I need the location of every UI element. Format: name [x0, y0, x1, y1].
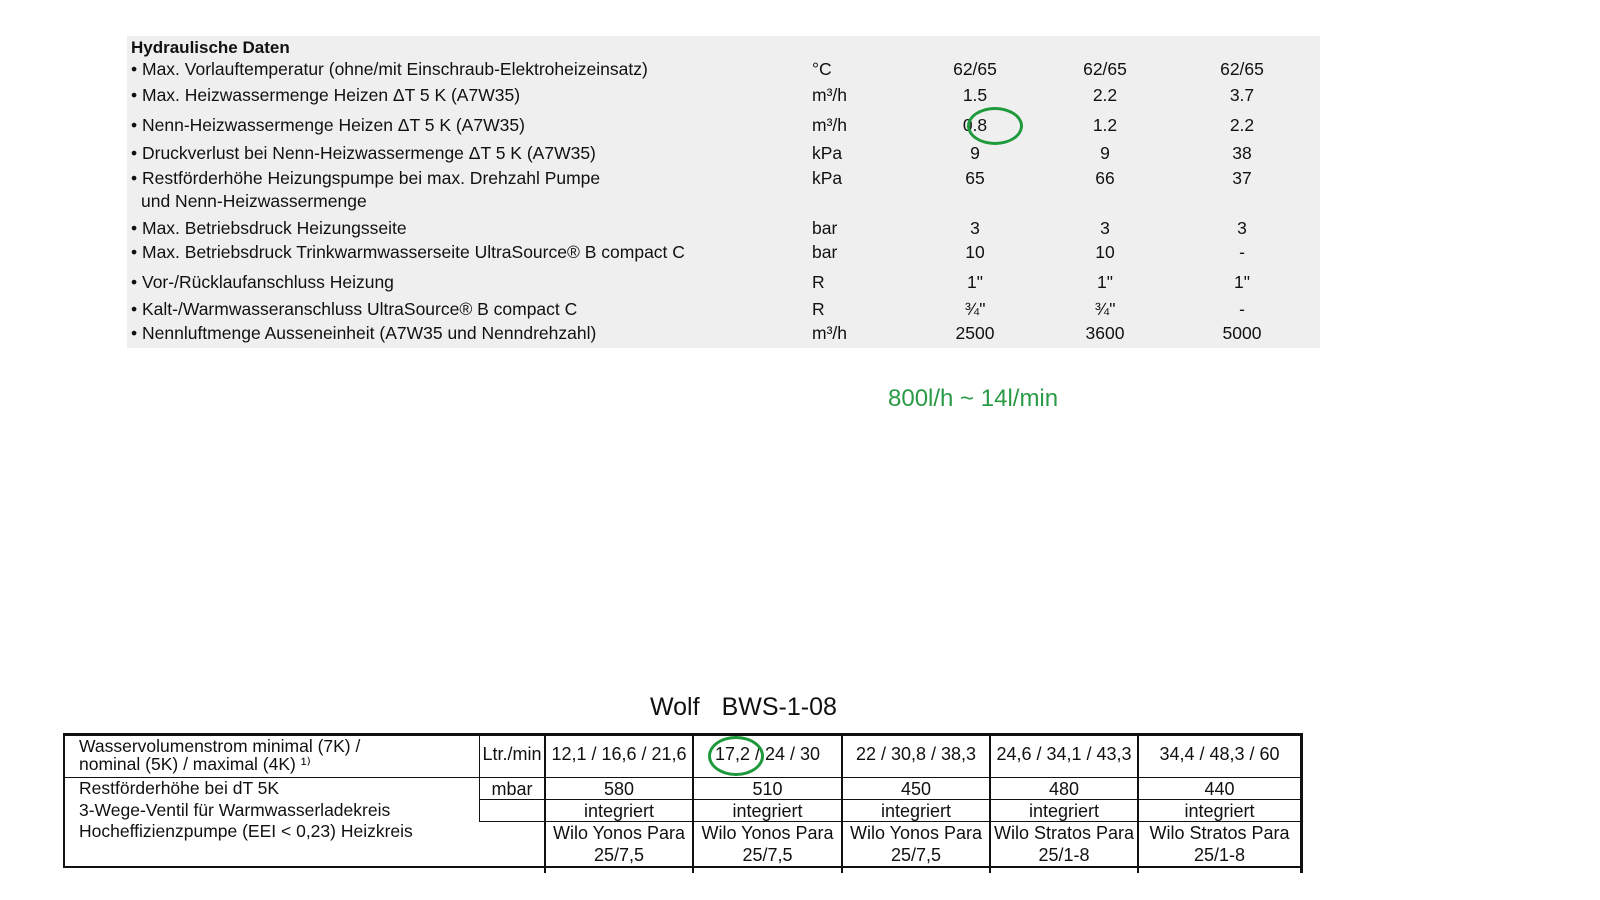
value-cell: 1.5 [962, 85, 988, 105]
value-cell: 1.2 [1092, 115, 1118, 135]
row-label: Hocheffizienzpumpe (EEI < 0,23) Heizkreis [79, 821, 413, 841]
value-cell: integriert [880, 801, 952, 821]
row-label: 3-Wege-Ventil für Warmwasserladekreis [79, 800, 391, 820]
value-cell: 2500 [955, 323, 995, 343]
value-cell: 3 [1237, 218, 1247, 238]
row-unit: bar [812, 218, 838, 238]
row-unit: R [812, 272, 825, 292]
row-label [131, 167, 600, 213]
value-cell: integriert [583, 801, 655, 821]
value-cell: 3 [970, 218, 980, 238]
value-cell: 510 [752, 779, 783, 799]
value-cell: ¾" [1094, 299, 1116, 319]
value-cell: 65 [965, 168, 985, 188]
value-cell: 3.7 [1229, 85, 1255, 105]
value-cell: 25/1-8 [1038, 845, 1090, 865]
row-label: nominal (5K) / maximal (4K) ¹⁾ [79, 754, 311, 774]
value-cell: 1" [1097, 272, 1113, 292]
row-unit: m³/h [812, 85, 847, 105]
row-label-line1: • Restförderhöhe Heizungspumpe bei max. Drehzahl Pumpe [131, 168, 601, 188]
value-cell: 5000 [1222, 323, 1262, 343]
value-cell: 12,1 / 16,6 / 21,6 [551, 744, 687, 764]
value-cell: Wilo Yonos Para [701, 823, 834, 843]
value-cell: 580 [603, 779, 635, 799]
table-border-bottom [63, 866, 1303, 868]
value-cell: 22 / 30,8 / 38,3 [855, 744, 977, 764]
brand-name: Wolf [650, 693, 700, 721]
value-cell: 37 [1232, 168, 1252, 188]
value-cell: 66 [1095, 168, 1115, 188]
divider [63, 733, 65, 866]
highlight-circle-icon [967, 107, 1023, 145]
value-cell: 2.2 [1092, 85, 1118, 105]
row-unit: m³/h [812, 323, 847, 343]
highlight-circle-icon [708, 736, 764, 776]
value-cell: 480 [1048, 779, 1080, 799]
row-label: • Vor-/Rücklaufanschluss Heizung [131, 272, 394, 292]
row-unit: bar [812, 242, 838, 262]
value-cell: 25/7,5 [890, 845, 942, 865]
hydraulic-data-table [127, 36, 1320, 348]
value-cell: ¾" [964, 299, 986, 319]
value-cell: 62/65 [953, 59, 997, 79]
value-cell: Wilo Yonos Para [552, 823, 686, 843]
row-label: • Max. Vorlauftemperatur (ohne/mit Einschraub-Elektroheizeinsatz) [131, 59, 648, 79]
row-unit: °C [812, 59, 832, 79]
row-label: • Kalt-/Warmwasseranschluss UltraSource® B compact C [131, 299, 578, 319]
value-cell: 450 [900, 779, 932, 799]
row-label: Wasservolumenstrom minimal (7K) / [79, 736, 361, 756]
value-cell: 3 [1100, 218, 1110, 238]
value-cell: 10 [1095, 242, 1115, 262]
value-cell: 3600 [1085, 323, 1125, 343]
row-unit: R [812, 299, 825, 319]
value-cell: 24,6 / 34,1 / 43,3 [996, 744, 1132, 764]
table-title: Hydraulische Daten [131, 38, 290, 57]
value-cell: 9 [1100, 143, 1110, 163]
value-cell: 62/65 [1220, 59, 1264, 79]
value-cell: 25/7,5 [593, 845, 645, 865]
row-label: • Max. Heizwassermenge Heizen ΔT 5 K (A7W35) [131, 85, 521, 105]
row-label: Restförderhöhe bei dT 5K [79, 778, 280, 798]
value-cell-highlighted: 17,2 / 24 / 30 [714, 744, 821, 764]
value-cell: 9 [970, 143, 980, 163]
value-cell: 1" [967, 272, 983, 292]
wolf-data-table [63, 733, 1303, 900]
unit-cell: mbar [491, 779, 533, 799]
value-cell: Wilo Yonos Para [849, 823, 983, 843]
row-label: • Nennluftmenge Ausseneinheit (A7W35 und Nenndrehzahl) [131, 323, 597, 343]
value-cell: - [1239, 242, 1245, 262]
value-cell: integriert [1028, 801, 1100, 821]
value-cell: integriert [732, 801, 803, 821]
row-label: • Nenn-Heizwassermenge Heizen ΔT 5 K (A7W35) [131, 115, 525, 135]
row-label: • Druckverlust bei Nenn-Heizwassermenge ΔT 5 K (A7W35) [131, 143, 596, 163]
row-label-line2: und Nenn-Heizwassermenge [141, 191, 367, 211]
row-label: • Max. Betriebsdruck Heizungsseite [131, 218, 407, 238]
value-cell: 34,4 / 48,3 / 60 [1159, 744, 1280, 764]
value-cell: 440 [1204, 779, 1235, 799]
value-cell: 1" [1234, 272, 1250, 292]
value-cell: Wilo Stratos Para [1149, 823, 1290, 843]
value-cell: 38 [1232, 143, 1252, 163]
value-cell: Wilo Stratos Para [993, 823, 1135, 843]
unit-cell: Ltr./min [482, 744, 542, 764]
value-cell: 25/1-8 [1193, 845, 1246, 865]
value-cell: 62/65 [1083, 59, 1127, 79]
row-unit: kPa [812, 143, 843, 163]
row-unit: kPa [812, 168, 843, 188]
value-cell: - [1239, 299, 1245, 319]
value-cell: integriert [1184, 801, 1255, 821]
value-cell: 10 [965, 242, 985, 262]
value-cell: 25/7,5 [742, 845, 793, 865]
value-cell: 2.2 [1229, 115, 1255, 135]
conversion-note: 800l/h ~ 14l/min [888, 385, 1059, 412]
value-cell-highlighted: 0.8 [962, 115, 988, 135]
row-label: • Max. Betriebsdruck Trinkwarmwasserseite UltraSource® B compact C [131, 242, 685, 262]
wolf-heading [650, 693, 837, 722]
row-unit: m³/h [812, 115, 847, 135]
model-name: BWS-1-08 [721, 693, 837, 721]
